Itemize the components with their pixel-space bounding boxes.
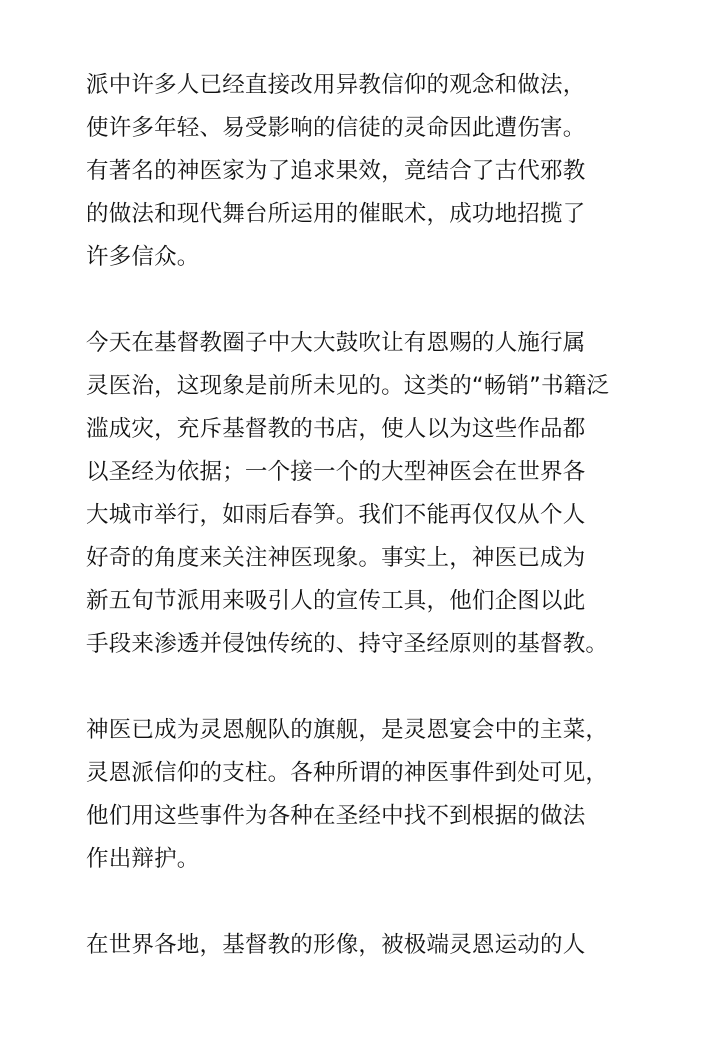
text-line: 滥成灾，充斥基督教的书店，使人以为这些作品都 — [86, 416, 586, 442]
text-line: 大城市举行，如雨后春笋。我们不能再仅仅从个人 — [86, 502, 586, 528]
text-line: 今天在基督教圈子中大大鼓吹让有恩赐的人施行属 — [86, 330, 586, 356]
text-line: 手段来渗透并侵蚀传统的、持守圣经原则的基督教。 — [86, 631, 609, 657]
text-line: 派中许多人已经直接改用异教信仰的观念和做法， — [86, 72, 586, 98]
text-line: 以圣经为依据；一个接一个的大型神医会在世界各 — [86, 459, 586, 485]
paragraph-1 — [86, 64, 646, 279]
text-line: 他们用这些事件为各种在圣经中找不到根据的做法 — [86, 803, 586, 829]
text-line: 神医已成为灵恩舰队的旗舰，是灵恩宴会中的主菜， — [86, 717, 609, 743]
text-line: 好奇的角度来关注神医现象。事实上，神医已成为 — [86, 545, 586, 571]
text-line: 灵医治，这现象是前所未见的。这类的“畅销”书籍泛 — [86, 373, 610, 399]
text-line: 灵恩派信仰的支柱。各种所谓的神医事件到处可见， — [86, 760, 609, 786]
text-line: 许多信众。 — [86, 244, 200, 270]
paragraph-2 — [86, 322, 646, 666]
text-line: 的做法和现代舞台所运用的催眠术，成功地招揽了 — [86, 201, 586, 227]
text-line: 新五旬节派用来吸引人的宣传工具，他们企图以此 — [86, 588, 586, 614]
text-line: 作出辩护。 — [86, 846, 200, 872]
text-line: 有著名的神医家为了追求果效，竟结合了古代邪教 — [86, 158, 586, 184]
text-line: 在世界各地，基督教的形像，被极端灵恩运动的人 — [86, 932, 586, 958]
paragraph-4 — [86, 924, 646, 967]
paragraph-3 — [86, 709, 646, 881]
text-line: 使许多年轻、易受影响的信徒的灵命因此遭伤害。 — [86, 115, 586, 141]
document-body — [86, 64, 646, 1010]
